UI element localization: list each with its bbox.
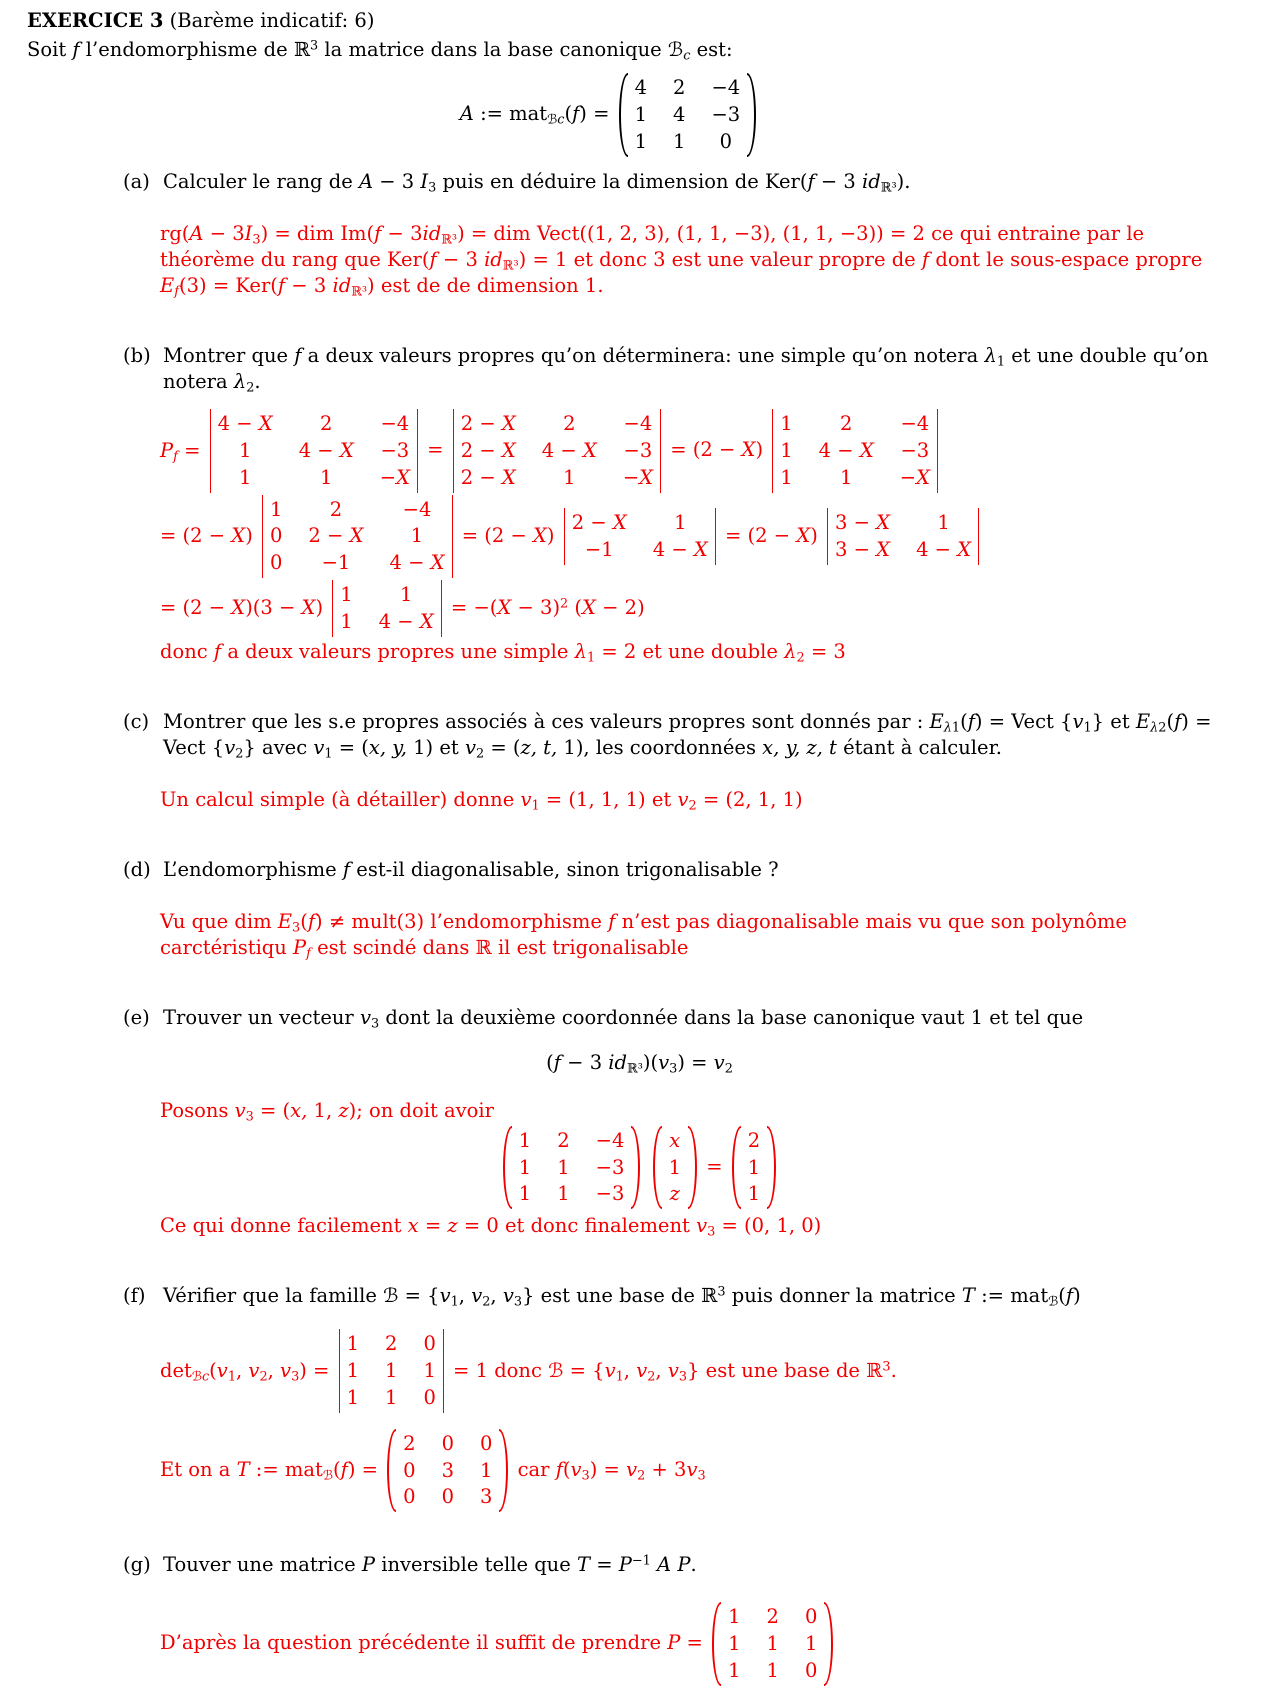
- paren-matrix: [387, 1429, 508, 1512]
- matrix-cell: 1: [557, 1155, 570, 1179]
- matrix-cell: 4 − X: [298, 439, 354, 463]
- matrix-cell: 0: [719, 129, 733, 153]
- characteristic-polynomial-line-3: [160, 580, 1252, 637]
- item-e-conclusion: Ce qui donne facilement x = z = 0 et donc finalement $v_3 = (0$, 1, 0): [160, 1214, 822, 1240]
- item-e-question: Trouver un vecteur $v_3$ dont la deuxième coordonnée dans la base canonique vaut 1 et tel que: [163, 1006, 1084, 1033]
- paren-matrix: [653, 1126, 697, 1209]
- item-f-label: (f): [123, 1284, 146, 1308]
- math-run: = (2 − X): [160, 523, 259, 547]
- item-d-answer: Vu que dim $E_3(f)$ ≠ mult(3) l’endomorphisme f n’est pas diagonalisable mais vu que son polynôme carctéristiqu $P_f$ est scindé dans ℝ il est trigonalisable: [160, 910, 1127, 962]
- matrix-cell: 4 − X: [217, 412, 273, 436]
- determinant-matrix: [262, 495, 453, 578]
- item-f-determinant-line: [160, 1329, 1252, 1412]
- matrix-cell: 1: [728, 1632, 741, 1656]
- matrix-cell: 4: [673, 103, 686, 127]
- matrix-cell: 2: [839, 412, 853, 436]
- paren-matrix: [503, 1126, 641, 1209]
- matrix-cell: 1: [557, 1182, 570, 1206]
- matrix-cell: −4: [380, 412, 410, 436]
- matrix-cell: 2 − X: [460, 412, 516, 436]
- item-g-label: (g): [123, 1553, 151, 1577]
- matrix-cell: 1: [674, 511, 687, 535]
- fence-left: [653, 1126, 662, 1209]
- question-item-e: [123, 1005, 1252, 1031]
- item-b-label: (b): [123, 344, 151, 368]
- matrix-cell: 1: [937, 511, 950, 535]
- matrix-cell: 0: [403, 1485, 416, 1509]
- matrix-cell: 0: [423, 1332, 436, 1356]
- matrix-cell: 1: [728, 1605, 741, 1629]
- matrix-cell: −4: [595, 1128, 625, 1152]
- fence-right: [978, 508, 979, 565]
- matrix-cell: 0: [480, 1431, 493, 1455]
- question-item-a: [123, 169, 1252, 195]
- fence-right: [824, 1602, 833, 1685]
- matrix-cell: 2 − X: [308, 524, 364, 548]
- item-e-display-equation: (f − 3 $id_{ℝ^3})(v_3) = v_2$: [546, 1050, 733, 1077]
- matrix-cell: −1: [321, 551, 351, 575]
- matrix-cell: −1: [584, 537, 614, 561]
- item-g-question: Touver une matrice P inversible telle que $T = P^{-1}$ A P.: [163, 1553, 697, 1577]
- matrix-cell: −X: [622, 465, 654, 489]
- matrix-cell: 3 − X: [835, 537, 891, 561]
- matrix-cell: 4 − X: [652, 537, 708, 561]
- matrix-cell: 0: [270, 524, 283, 548]
- matrix-cell: 1: [518, 1182, 532, 1206]
- matrix-cell: 2: [557, 1128, 570, 1152]
- matrix-cell: 2: [385, 1332, 398, 1356]
- math-run: =: [700, 1155, 729, 1179]
- math-run: =: [420, 438, 450, 462]
- matrix-cell: 1: [423, 1359, 436, 1383]
- fence-left: [619, 73, 628, 156]
- item-g-answer-line: [160, 1602, 1252, 1685]
- matrix-cell: 1: [780, 412, 793, 436]
- matrix-cell: 4 − X: [389, 551, 445, 575]
- matrix-grid: [565, 508, 715, 565]
- matrix-cell: 1: [399, 583, 413, 607]
- matrix-cell: −3: [711, 103, 741, 127]
- matrix-cell: 1: [804, 1632, 818, 1656]
- math-run: car $f(v_3) = v_2 + 3v_3$: [511, 1457, 706, 1484]
- item-f-T-matrix-line: [160, 1429, 1252, 1512]
- matrix-cell: 2: [563, 412, 576, 436]
- item-a-label: (a): [123, 169, 150, 193]
- fence-right: [660, 409, 661, 492]
- math-run: A := mat$_{ℬc}$(f) =: [459, 102, 616, 129]
- matrix-cell: 4 − X: [541, 439, 597, 463]
- matrix-cell: 2 − X: [460, 465, 516, 489]
- determinant-matrix: [453, 409, 661, 492]
- paren-matrix: [619, 73, 757, 156]
- math-run: D’après la question précédente il suffit de prendre P =: [160, 1631, 710, 1655]
- matrix-grid: [662, 1126, 688, 1209]
- fence-right: [631, 1126, 640, 1209]
- characteristic-polynomial-line-2: [160, 495, 1252, 578]
- item-a-question: Calculer le rang de A − 3 $I_3$ puis en déduire la dimension de Ker(f − 3 $id_{ℝ^3}$).: [163, 169, 911, 196]
- matrix-cell: 1: [668, 1155, 682, 1179]
- matrix-cell: 1: [480, 1458, 493, 1482]
- matrix-cell: 3 − X: [835, 511, 891, 535]
- determinant-matrix: [564, 508, 716, 565]
- fence-left: [712, 1602, 721, 1685]
- question-item-g: [123, 1552, 1252, 1578]
- matrix-grid: [333, 580, 440, 637]
- fence-right: [937, 409, 938, 492]
- matrix-cell: 2: [747, 1128, 761, 1152]
- determinant-matrix: [827, 508, 979, 565]
- math-run: = (2 − X): [664, 438, 770, 462]
- matrix-cell: 1: [563, 465, 576, 489]
- exercise-title-rest: (Barème indicatif: 6): [163, 9, 375, 32]
- math-run: [643, 1155, 649, 1178]
- fence-right: [715, 508, 716, 565]
- matrix-cell: 3: [441, 1458, 454, 1482]
- item-c-answer: Un calcul simple (à détailler) donne $v_1 = (1$, 1, 1) et $v_2 = (2$, 1, 1): [160, 787, 803, 814]
- math-run: = (2 − X): [718, 523, 825, 547]
- determinant-matrix: [339, 1329, 444, 1412]
- exercise-number: EXERCICE 3: [27, 9, 164, 32]
- question-item-b: [123, 343, 1252, 395]
- fence-right: [688, 1126, 697, 1209]
- math-run: = (2 − X): [455, 523, 561, 547]
- matrix-cell: z: [669, 1182, 680, 1206]
- matrix-cell: 0: [270, 551, 283, 575]
- matrix-grid: [628, 73, 748, 156]
- matrix-cell: −3: [595, 1182, 625, 1206]
- matrix-cell: 1: [747, 1182, 761, 1206]
- matrix-cell: 1: [518, 1128, 532, 1152]
- matrix-cell: 1: [346, 1359, 360, 1383]
- characteristic-polynomial-line-1: [160, 409, 1252, 492]
- matrix-grid: [512, 1126, 632, 1209]
- matrix-cell: −3: [623, 439, 653, 463]
- paren-matrix: [712, 1602, 833, 1685]
- matrix-cell: 1: [728, 1658, 741, 1682]
- fence-right: [767, 1126, 776, 1209]
- matrix-cell: 1: [320, 465, 333, 489]
- matrix-cell: 1: [385, 1386, 398, 1409]
- math-run: = 1 donc ℬ = {$v_1$, $v_2$, $v_3$} est une base de ℝ$^3$.: [446, 1358, 897, 1385]
- fence-left: [732, 1126, 741, 1209]
- matrix-cell: −4: [711, 76, 741, 100]
- fence-right: [452, 495, 453, 578]
- matrix-cell: −4: [402, 497, 432, 521]
- matrix-cell: 4: [634, 76, 648, 100]
- math-run: $P_f$ =: [160, 438, 207, 465]
- matrix-cell: −3: [900, 439, 930, 463]
- matrix-cell: 0: [441, 1431, 454, 1455]
- matrix-cell: 1: [238, 465, 252, 489]
- matrix-cell: 1: [747, 1155, 761, 1179]
- matrix-cell: −X: [379, 465, 410, 489]
- matrix-cell: 1: [634, 103, 648, 127]
- matrix-cell: −4: [900, 412, 930, 436]
- fence-right: [417, 409, 418, 492]
- matrix-A-equation: [27, 73, 1192, 156]
- item-c-question: Montrer que les s.e propres associés à ces valeurs propres sont donnés par : $E_{\lambda 1}(f)$ = Vect $\{v_1\}$ et $E_{\lambda 2}(f)$ = Vect $\{v_2\}$ avec $v_1 = (x$, y, 1) et $v_2 = (z$, t, 1), les coordonnées x, y, z, t étant à calculer.: [163, 709, 1212, 762]
- matrix-cell: 2: [403, 1431, 416, 1455]
- matrix-cell: 1: [346, 1386, 360, 1409]
- matrix-cell: 2 − X: [460, 439, 516, 463]
- matrix-cell: 0: [804, 1605, 818, 1629]
- item-e-label: (e): [123, 1006, 150, 1030]
- item-d-question: L’endomorphisme f est-il diagonalisable, sinon trigonalisable ?: [163, 858, 779, 882]
- matrix-cell: 0: [423, 1386, 436, 1409]
- matrix-cell: 0: [441, 1485, 454, 1509]
- matrix-cell: −3: [595, 1155, 625, 1179]
- item-e-posons: Posons $v_3 = (x$, 1, z); on doit avoir: [160, 1098, 494, 1125]
- math-run: = $-(X - 3)^2$ (X − 2): [444, 595, 645, 619]
- matrix-cell: 1: [780, 465, 793, 489]
- matrix-grid: [741, 1126, 767, 1209]
- item-b-conclusion: donc f a deux valeurs propres une simple $\lambda_1 = 2$ et une double $\lambda_2 = 3$: [160, 639, 846, 666]
- item-e-matrix-equation: [27, 1126, 1252, 1209]
- determinant-matrix: [772, 409, 938, 492]
- fence-right: [443, 1329, 444, 1412]
- item-c-label: (c): [123, 709, 150, 733]
- math-run: $\det_{ℬc}(v_1$, $v_2$, $v_3$) =: [160, 1358, 336, 1385]
- matrix-grid: [340, 1329, 443, 1412]
- matrix-cell: 1: [766, 1632, 779, 1656]
- fence-left: [503, 1126, 512, 1209]
- item-a-answer: $rg(A - 3I_3)$ = dim $Im(f - 3id_{ℝ^3})$ = dim Vect((1, 2, 3), (1, 1, −3), (1, 1, −3)) = 2 ce qui entraine par le théorème du rang que Ker(f − 3 $id_{ℝ^3}) = 1$ et donc 3 est une valeur propre de f dont le sous-espace propre $E_f(3) = Ker(f - 3$ $id_{ℝ^3}$) est de de dimension 1.: [160, 221, 1203, 300]
- matrix-cell: 1: [410, 524, 424, 548]
- math-run: = (2 − X)(3 − X): [160, 595, 330, 619]
- fence-right: [499, 1429, 508, 1512]
- matrix-cell: 2: [673, 76, 686, 100]
- matrix-cell: 1: [385, 1359, 398, 1383]
- matrix-cell: 1: [780, 439, 793, 463]
- matrix-cell: 1: [673, 129, 686, 153]
- matrix-cell: 2: [320, 412, 333, 436]
- matrix-cell: 4 − X: [378, 609, 434, 633]
- matrix-cell: 1: [340, 583, 353, 607]
- fence-left: [387, 1429, 396, 1512]
- item-d-label: (d): [123, 858, 151, 882]
- matrix-cell: 3: [480, 1485, 493, 1509]
- matrix-cell: 1: [238, 439, 252, 463]
- matrix-cell: 1: [340, 609, 353, 633]
- determinant-matrix: [210, 409, 418, 492]
- item-b-question: Montrer que f a deux valeurs propres qu’on déterminera: une simple qu’on notera $\lambda_1$ et une double qu’on notera $\lambda_2$.: [163, 344, 1209, 396]
- matrix-cell: 1: [346, 1332, 360, 1356]
- matrix-cell: 1: [839, 465, 853, 489]
- item-f-question: Vérifier que la famille ℬ = {$v_1$, $v_2$, $v_3$} est une base de ℝ$^3$ puis donner la matrice T := mat$_ℬ$(f): [163, 1284, 1081, 1310]
- matrix-cell: 1: [634, 129, 648, 153]
- matrix-cell: 0: [804, 1658, 818, 1682]
- matrix-cell: 2 − X: [571, 511, 627, 535]
- matrix-cell: −4: [623, 412, 653, 436]
- matrix-cell: −X: [899, 465, 930, 489]
- fence-right: [747, 73, 756, 156]
- matrix-grid: [263, 495, 452, 578]
- matrix-grid: [721, 1602, 824, 1685]
- matrix-grid: [454, 409, 660, 492]
- intro-paragraph: Soit f l’endomorphisme de ℝ$^3$ la matrice dans la base canonique ℬ$_c$ est:: [27, 38, 733, 64]
- matrix-cell: 1: [766, 1658, 779, 1682]
- matrix-cell: 2: [766, 1605, 779, 1629]
- matrix-grid: [773, 409, 937, 492]
- exercise-title: [27, 8, 1252, 34]
- matrix-cell: 2: [329, 497, 343, 521]
- matrix-grid: [211, 409, 417, 492]
- matrix-grid: [828, 508, 978, 565]
- fence-right: [441, 580, 442, 637]
- math-run: Et on a T := mat$_ℬ$(f) =: [160, 1457, 385, 1484]
- question-item-d: [123, 857, 1252, 883]
- matrix-cell: −3: [380, 439, 410, 463]
- matrix-cell: 4 − X: [916, 537, 972, 561]
- matrix-grid: [396, 1429, 499, 1512]
- question-item-f: [123, 1283, 1252, 1309]
- determinant-matrix: [332, 580, 441, 637]
- paren-matrix: [732, 1126, 776, 1209]
- matrix-cell: 1: [518, 1155, 532, 1179]
- matrix-cell: x: [669, 1128, 681, 1152]
- matrix-cell: 0: [403, 1458, 416, 1482]
- matrix-cell: 4 − X: [818, 439, 874, 463]
- matrix-cell: 1: [270, 497, 283, 521]
- question-item-c: [123, 709, 1252, 761]
